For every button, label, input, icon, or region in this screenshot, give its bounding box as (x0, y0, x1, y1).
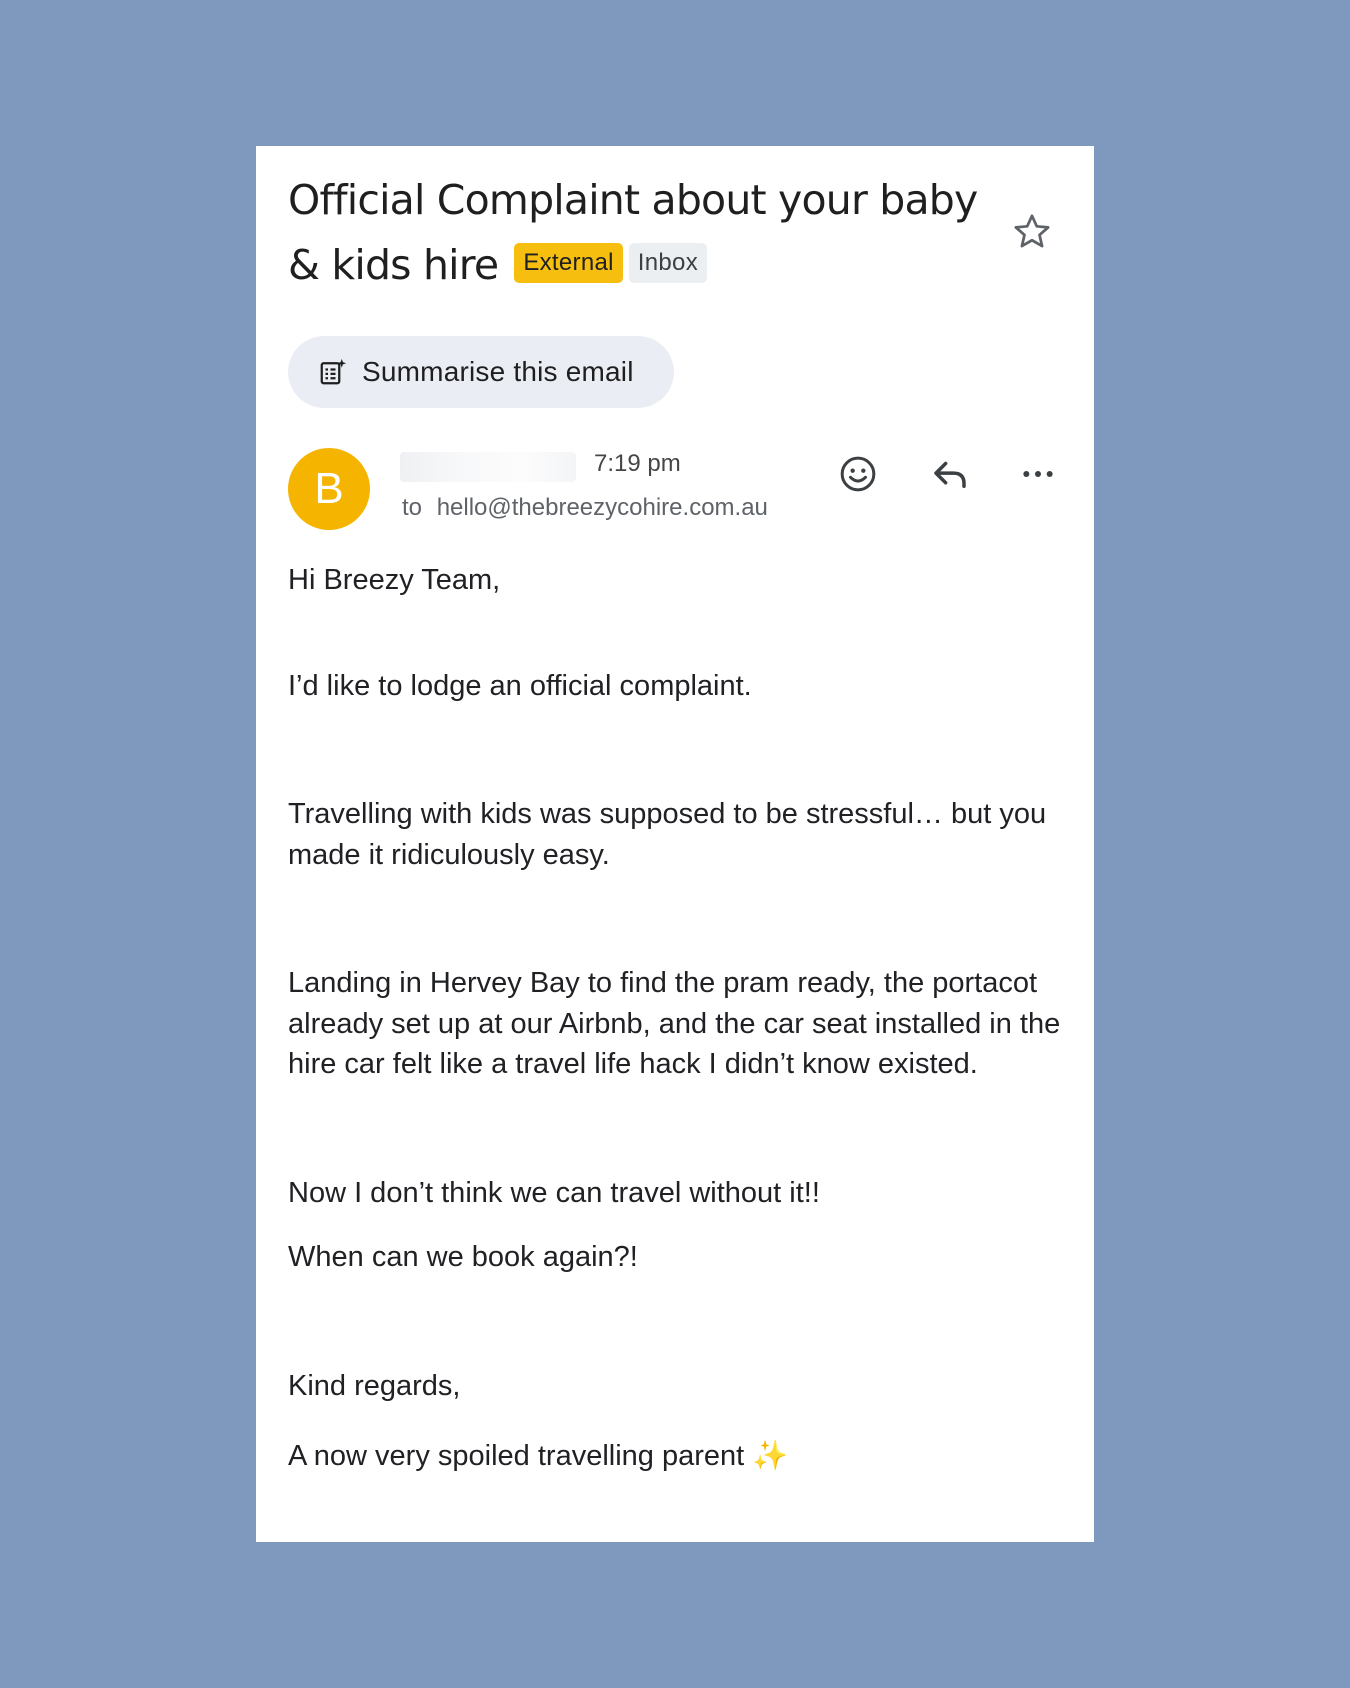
reply-icon (929, 453, 971, 495)
star-icon[interactable] (1010, 210, 1054, 254)
sender-avatar[interactable]: B (288, 448, 370, 530)
to-prefix: to (402, 494, 423, 521)
email-header (288, 168, 1008, 298)
body-signature (288, 1436, 1064, 1477)
more-options-icon (1018, 454, 1058, 494)
summarise-email-button[interactable] (288, 336, 674, 408)
external-label: External (514, 243, 622, 283)
emoji-reaction-icon (838, 454, 878, 494)
summarise-label: Summarise this email (362, 356, 634, 387)
email-subject (288, 168, 1008, 298)
more-options-button[interactable] (1012, 448, 1064, 500)
inbox-label[interactable]: Inbox (629, 243, 707, 283)
body-paragraph: When can we book again?! (288, 1241, 638, 1273)
body-paragraph: I’d like to lodge an official complaint. (288, 669, 752, 702)
body-paragraph: Landing in Hervey Bay to find the pram ready, the portacot already set up at our Airbnb, and the car seat installed in the hire car felt like a travel life hack I didn’t know existed. (288, 967, 1061, 1080)
emoji-reaction-button[interactable] (832, 448, 884, 500)
body-greeting: Hi Breezy Team, (288, 564, 501, 596)
recipient-line[interactable] (402, 494, 768, 522)
reply-button[interactable] (924, 448, 976, 500)
body-paragraph: Travelling with kids was supposed to be stressful… but you made it ridiculously easy. (288, 798, 1047, 871)
email-time: 7:19 pm (594, 450, 681, 477)
sender-name-redacted[interactable] (400, 452, 576, 482)
subject-text: Official Complaint about your baby & kids hire (288, 176, 978, 289)
email-body (288, 560, 1064, 1477)
summarise-icon (318, 357, 348, 387)
body-paragraph: Now I don’t think we can travel without it!! (288, 1176, 820, 1209)
email-card (256, 146, 1094, 1542)
body-signoff: Kind regards, (288, 1369, 461, 1402)
recipient-address: hello@thebreezycohire.com.au (436, 494, 768, 521)
signature-text: A now very spoiled travelling parent (288, 1440, 745, 1472)
sparkles-icon: ✨ (752, 1440, 789, 1472)
